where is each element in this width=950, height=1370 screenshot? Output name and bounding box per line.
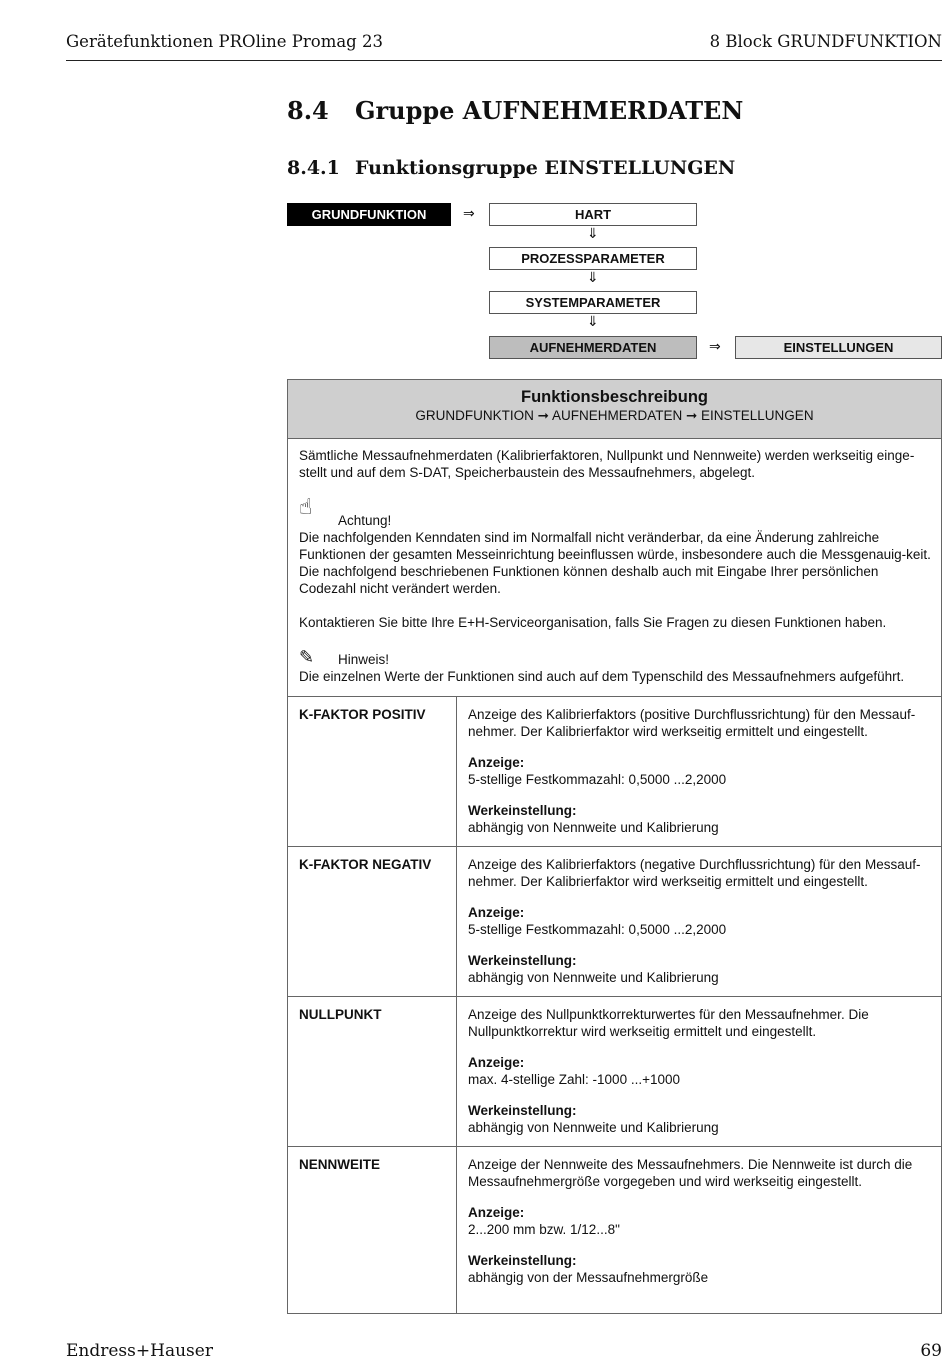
nav-arrow-down-icon: ⇓ (587, 314, 599, 330)
function-name: NENNWEITE (299, 1157, 380, 1172)
function-description (468, 706, 929, 836)
table-row (288, 696, 941, 847)
subsection-number: 8.4.1 (287, 157, 340, 179)
nav-functiongroup-einstellungen: EINSTELLUNGEN (735, 336, 942, 359)
table-path: GRUNDFUNKTION ➞ AUFNEHMERDATEN ➞ EINSTELLUNGEN (415, 408, 814, 423)
function-text: Anzeige der Nennweite des Messaufnehmers. Die Nennweite ist durch die Messaufnehmergröße vorgegeben und wird werkseitig eingestellt. (468, 1157, 913, 1189)
table-row (288, 996, 941, 1147)
function-name: K-FAKTOR POSITIV (299, 707, 426, 722)
werkeinstellung-label: Werkeinstellung: (468, 803, 577, 818)
function-text: Anzeige des Nullpunktkorrekturwertes für den Messaufnehmer. Die Nullpunktkorrektur wird werkseitig ermittelt und eingestellt. (468, 1007, 869, 1039)
nav-group-hart: HART (489, 203, 697, 226)
table-row (288, 1146, 941, 1315)
table-title: Funktionsbeschreibung (520, 388, 708, 406)
anzeige-value: max. 4-stellige Zahl: -1000 ...+1000 (468, 1072, 680, 1087)
intro-paragraph: Sämtliche Messaufnehmerdaten (Kalibrierfaktoren, Nullpunkt und Nennweite) werden werkseitig einge-stellt und auf dem S-DAT, Speicherbaustein des Messaufnehmers, abgelegt. (299, 448, 915, 480)
contact-paragraph: Kontaktieren Sie bitte Ihre E+H-Serviceorganisation, falls Sie Fragen zu diesen Funktionen haben. (299, 615, 887, 630)
warning-hand-icon: ☝ (299, 495, 313, 520)
subsection-title: Funktionsgruppe EINSTELLUNGEN (355, 157, 736, 179)
function-text: Anzeige des Kalibrierfaktors (negative Durchflussrichtung) für den Messauf-nehmer. Der Kalibrierfaktor wird werkseitig ermittelt und eingestellt. (468, 857, 921, 889)
nav-block-grundfunktion: GRUNDFUNKTION (287, 203, 451, 226)
nav-group-systemparameter: SYSTEMPARAMETER (489, 291, 697, 314)
function-text: Anzeige des Kalibrierfaktors (positive Durchflussrichtung) für den Messauf-nehmer. Der Kalibrierfaktor wird werkseitig ermittelt und eingestellt. (468, 707, 916, 739)
note-pencil-icon: ✎ (299, 647, 315, 668)
table-header (288, 380, 941, 439)
anzeige-value: 5-stellige Festkommazahl: 0,5000 ...2,2000 (468, 772, 727, 787)
note-label: Hinweis! (338, 652, 390, 667)
werkeinstellung-value: abhängig von Nennweite und Kalibrierung (468, 1120, 719, 1135)
werkeinstellung-label: Werkeinstellung: (468, 1103, 577, 1118)
function-description (468, 1006, 929, 1136)
header-rule (66, 60, 942, 61)
nav-group-prozessparameter: PROZESSPARAMETER (489, 247, 697, 270)
nav-group-aufnehmerdaten: AUFNEHMERDATEN (489, 336, 697, 359)
nav-arrow-right-icon: ⇒ (709, 339, 721, 355)
anzeige-value: 5-stellige Festkommazahl: 0,5000 ...2,2000 (468, 922, 727, 937)
anzeige-value: 2...200 mm bzw. 1/12...8" (468, 1222, 620, 1237)
page-number: 69 (920, 1341, 942, 1361)
function-description-table (287, 379, 942, 1314)
warning-paragraph: Die nachfolgenden Kenndaten sind im Normalfall nicht veränderbar, da eine Änderung zahlreiche Funktionen der gesamten Messeinrichtung beeinflussen würde, insbesondere auch die Messgenauig-keit. Die nachfolgend beschriebenen Funktionen können deshalb auch mit Eingabe Ihrer persönlichen Codezahl nicht verändert werden. (299, 530, 931, 596)
note-paragraph: Die einzelnen Werte der Funktionen sind auch auf dem Typenschild des Messaufnehmers aufgeführt. (299, 669, 905, 684)
section-number: 8.4 (287, 96, 329, 125)
werkeinstellung-value: abhängig von Nennweite und Kalibrierung (468, 820, 719, 835)
function-description (468, 856, 929, 986)
running-header-title: Gerätefunktionen PROline Promag 23 (66, 32, 383, 51)
footer-brand: Endress+Hauser (66, 1341, 213, 1361)
section-heading (287, 96, 743, 125)
function-name: K-FAKTOR NEGATIV (299, 857, 432, 872)
section-title: Gruppe AUFNEHMERDATEN (355, 96, 744, 125)
function-description (468, 1156, 929, 1286)
werkeinstellung-label: Werkeinstellung: (468, 1253, 577, 1268)
running-header-chapter: 8 Block GRUNDFUNKTION (709, 32, 942, 51)
anzeige-label: Anzeige: (468, 1205, 525, 1220)
anzeige-label: Anzeige: (468, 1055, 525, 1070)
subsection-heading (287, 157, 735, 179)
nav-arrow-down-icon: ⇓ (587, 226, 599, 242)
werkeinstellung-value: abhängig von Nennweite und Kalibrierung (468, 970, 719, 985)
nav-arrow-down-icon: ⇓ (587, 270, 599, 286)
werkeinstellung-label: Werkeinstellung: (468, 953, 577, 968)
anzeige-label: Anzeige: (468, 755, 525, 770)
function-name: NULLPUNKT (299, 1007, 382, 1022)
werkeinstellung-value: abhängig von der Messaufnehmergröße (468, 1270, 709, 1285)
warning-label: Achtung! (338, 513, 392, 528)
nav-arrow-right-icon: ⇒ (463, 206, 475, 222)
table-row (288, 846, 941, 997)
anzeige-label: Anzeige: (468, 905, 525, 920)
